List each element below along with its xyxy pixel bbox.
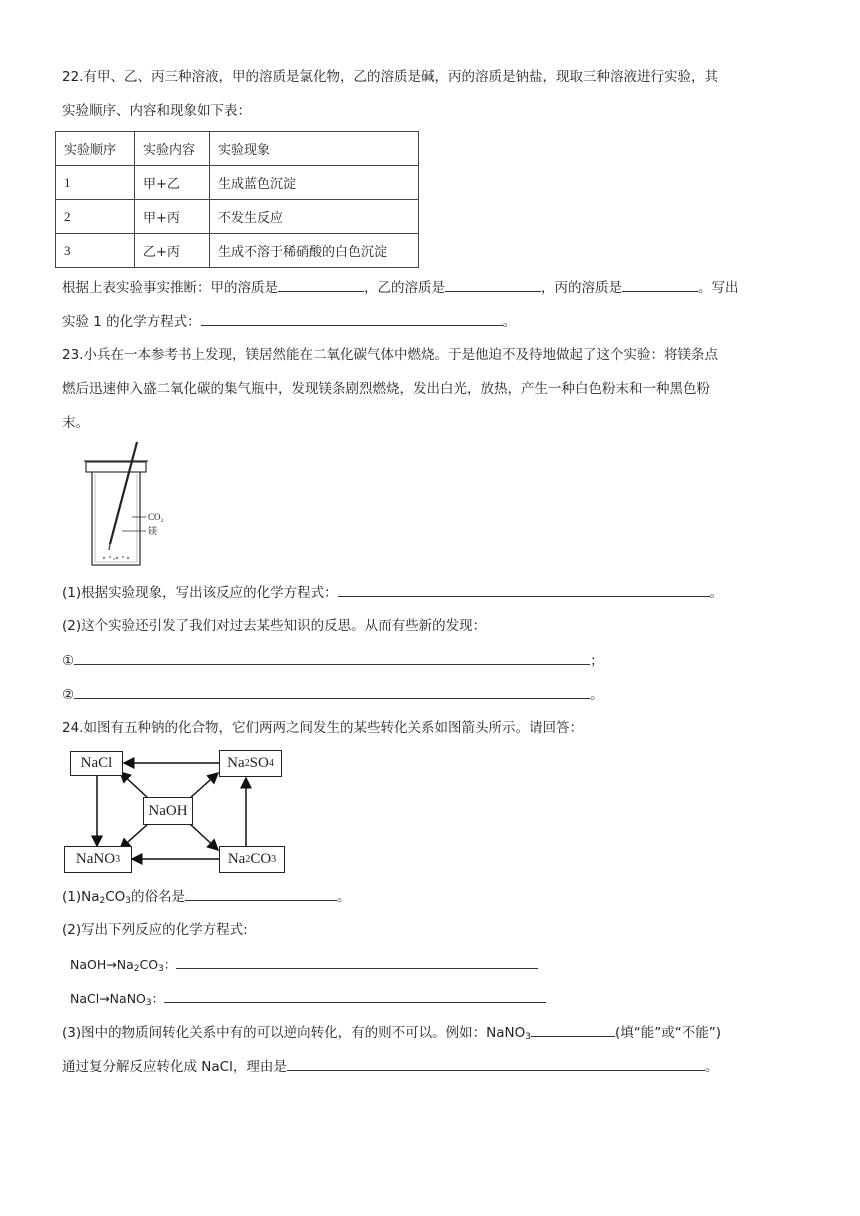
- table-cell: 2: [56, 200, 135, 234]
- q23-text: 。: [709, 585, 724, 601]
- table-cell: 生成蓝色沉淀: [210, 166, 419, 200]
- table-cell: 乙+丙: [135, 234, 210, 268]
- q22-text: 。: [502, 314, 517, 330]
- table-header: 实验内容: [135, 132, 210, 166]
- formula-part: NaNO: [75, 851, 116, 867]
- node-nacl: [70, 751, 123, 776]
- q24-text: CO: [105, 889, 126, 905]
- subscript: 3: [525, 1032, 531, 1042]
- q24-p1: [62, 886, 351, 911]
- answer-blank-common-name[interactable]: [185, 886, 337, 901]
- formula-part: CO: [250, 851, 272, 867]
- node-na2so4: [219, 750, 282, 777]
- q24-text: 的俗名是: [131, 889, 186, 905]
- q24-intro: 24.如图有五种钠的化合物，它们两两之间发生的某些转化关系如图箭头所示。请回答：: [62, 720, 583, 736]
- q22-text: ，丙的溶质是: [541, 280, 622, 296]
- q22-text: 根据上表实验事实推断：甲的溶质是: [62, 280, 278, 296]
- q24-text: NaCl→NaNO: [70, 991, 146, 1006]
- q24-text: CO: [139, 957, 159, 972]
- subscript: 3: [158, 964, 164, 974]
- subscript: 2: [133, 964, 140, 974]
- q23-line2: 燃后迅速伸入盛二氧化碳的集气瓶中，发现镁条剧烈燃烧，发出白光，放热，产生一种白色粉末和一种黑色粉: [62, 381, 710, 397]
- q22-line2: 实验顺序、内容和现象如下表：: [62, 103, 251, 119]
- q24-text: (1)Na: [62, 889, 100, 905]
- q24-text: (3)图中的物质间转化关系中有的可以逆向转化，有的则不可以。例如：NaNO: [62, 1025, 526, 1041]
- answer-blank-reason[interactable]: [287, 1056, 705, 1071]
- q24-text: NaOH→Na: [70, 957, 134, 972]
- formula-nacl: NaCl: [80, 755, 113, 771]
- q23-text: ；: [590, 653, 604, 669]
- subscript: 3: [271, 854, 277, 865]
- subscript: 4: [268, 758, 274, 769]
- q24-text: 。: [337, 889, 351, 905]
- q23-p2: (2)这个实验还引发了我们对过去某些知识的反思。从而有些新的发现：: [62, 618, 487, 634]
- circled-mark: ①: [62, 653, 75, 669]
- node-na2co3: [219, 846, 285, 873]
- formula-part: Na: [227, 851, 246, 867]
- q22-text: 。写出: [698, 280, 739, 296]
- q23-text: 。: [590, 687, 604, 703]
- label-magnesium: 镁: [148, 527, 158, 537]
- table-cell: 甲+丙: [135, 200, 210, 234]
- answer-blank-can[interactable]: [531, 1022, 615, 1037]
- q24-text: (填“能”或“不能”): [614, 1025, 721, 1041]
- subscript: 2: [99, 896, 106, 906]
- q22-text: ，乙的溶质是: [364, 280, 445, 296]
- table-cell: 不发生反应: [210, 200, 419, 234]
- table-cell: 1: [56, 166, 135, 200]
- formula-naoh: NaOH: [148, 802, 188, 819]
- table-header: 实验顺序: [56, 132, 135, 166]
- label-co2: CO₂: [148, 512, 164, 522]
- table-cell: 生成不溶于稀硝酸的白色沉淀: [210, 234, 419, 268]
- table-header: 实验现象: [210, 132, 419, 166]
- q24-r1: [70, 954, 538, 979]
- q23-text: (1)根据实验现象，写出该反应的化学方程式：: [62, 585, 338, 601]
- subscript: 2: [245, 854, 251, 865]
- q24-text: ：: [151, 991, 165, 1006]
- q22-text: 实验 1 的化学方程式：: [62, 314, 201, 330]
- table-cell: 3: [56, 234, 135, 268]
- table-cell: 甲+乙: [135, 166, 210, 200]
- q24-text: ：: [163, 957, 177, 972]
- answer-blank-eq2[interactable]: [164, 988, 546, 1003]
- q24-p2: (2)写出下列反应的化学方程式:: [62, 922, 248, 938]
- circled-mark: ②: [62, 687, 75, 703]
- subscript: 3: [125, 896, 132, 906]
- formula-part: Na: [227, 755, 245, 771]
- q24-p3b: [62, 1056, 718, 1077]
- q24-text: 。: [704, 1059, 719, 1075]
- answer-blank-eq1[interactable]: [176, 954, 538, 969]
- subscript: 3: [145, 998, 152, 1008]
- subscript: 3: [115, 854, 121, 865]
- node-nano3: [64, 846, 132, 873]
- node-naoh: [143, 797, 193, 825]
- subscript: 2: [244, 758, 250, 769]
- q24-p3: [62, 1022, 721, 1047]
- q24-r2: [70, 988, 546, 1013]
- q22-line1: 22.有甲、乙、丙三种溶液，甲的溶质是氯化物，乙的溶质是碱，丙的溶质是钠盐，现取三种溶液进行实验，其: [62, 69, 718, 85]
- q23-line3: 末。: [62, 415, 89, 431]
- formula-part: SO: [249, 755, 269, 771]
- q23-line1: 23.小兵在一本参考书上发现，镁居然能在二氧化碳气体中燃烧。于是他迫不及待地做起了这个实验：将镁条点: [62, 347, 718, 363]
- q24-text: 通过复分解反应转化成 NaCl，理由是: [62, 1059, 287, 1075]
